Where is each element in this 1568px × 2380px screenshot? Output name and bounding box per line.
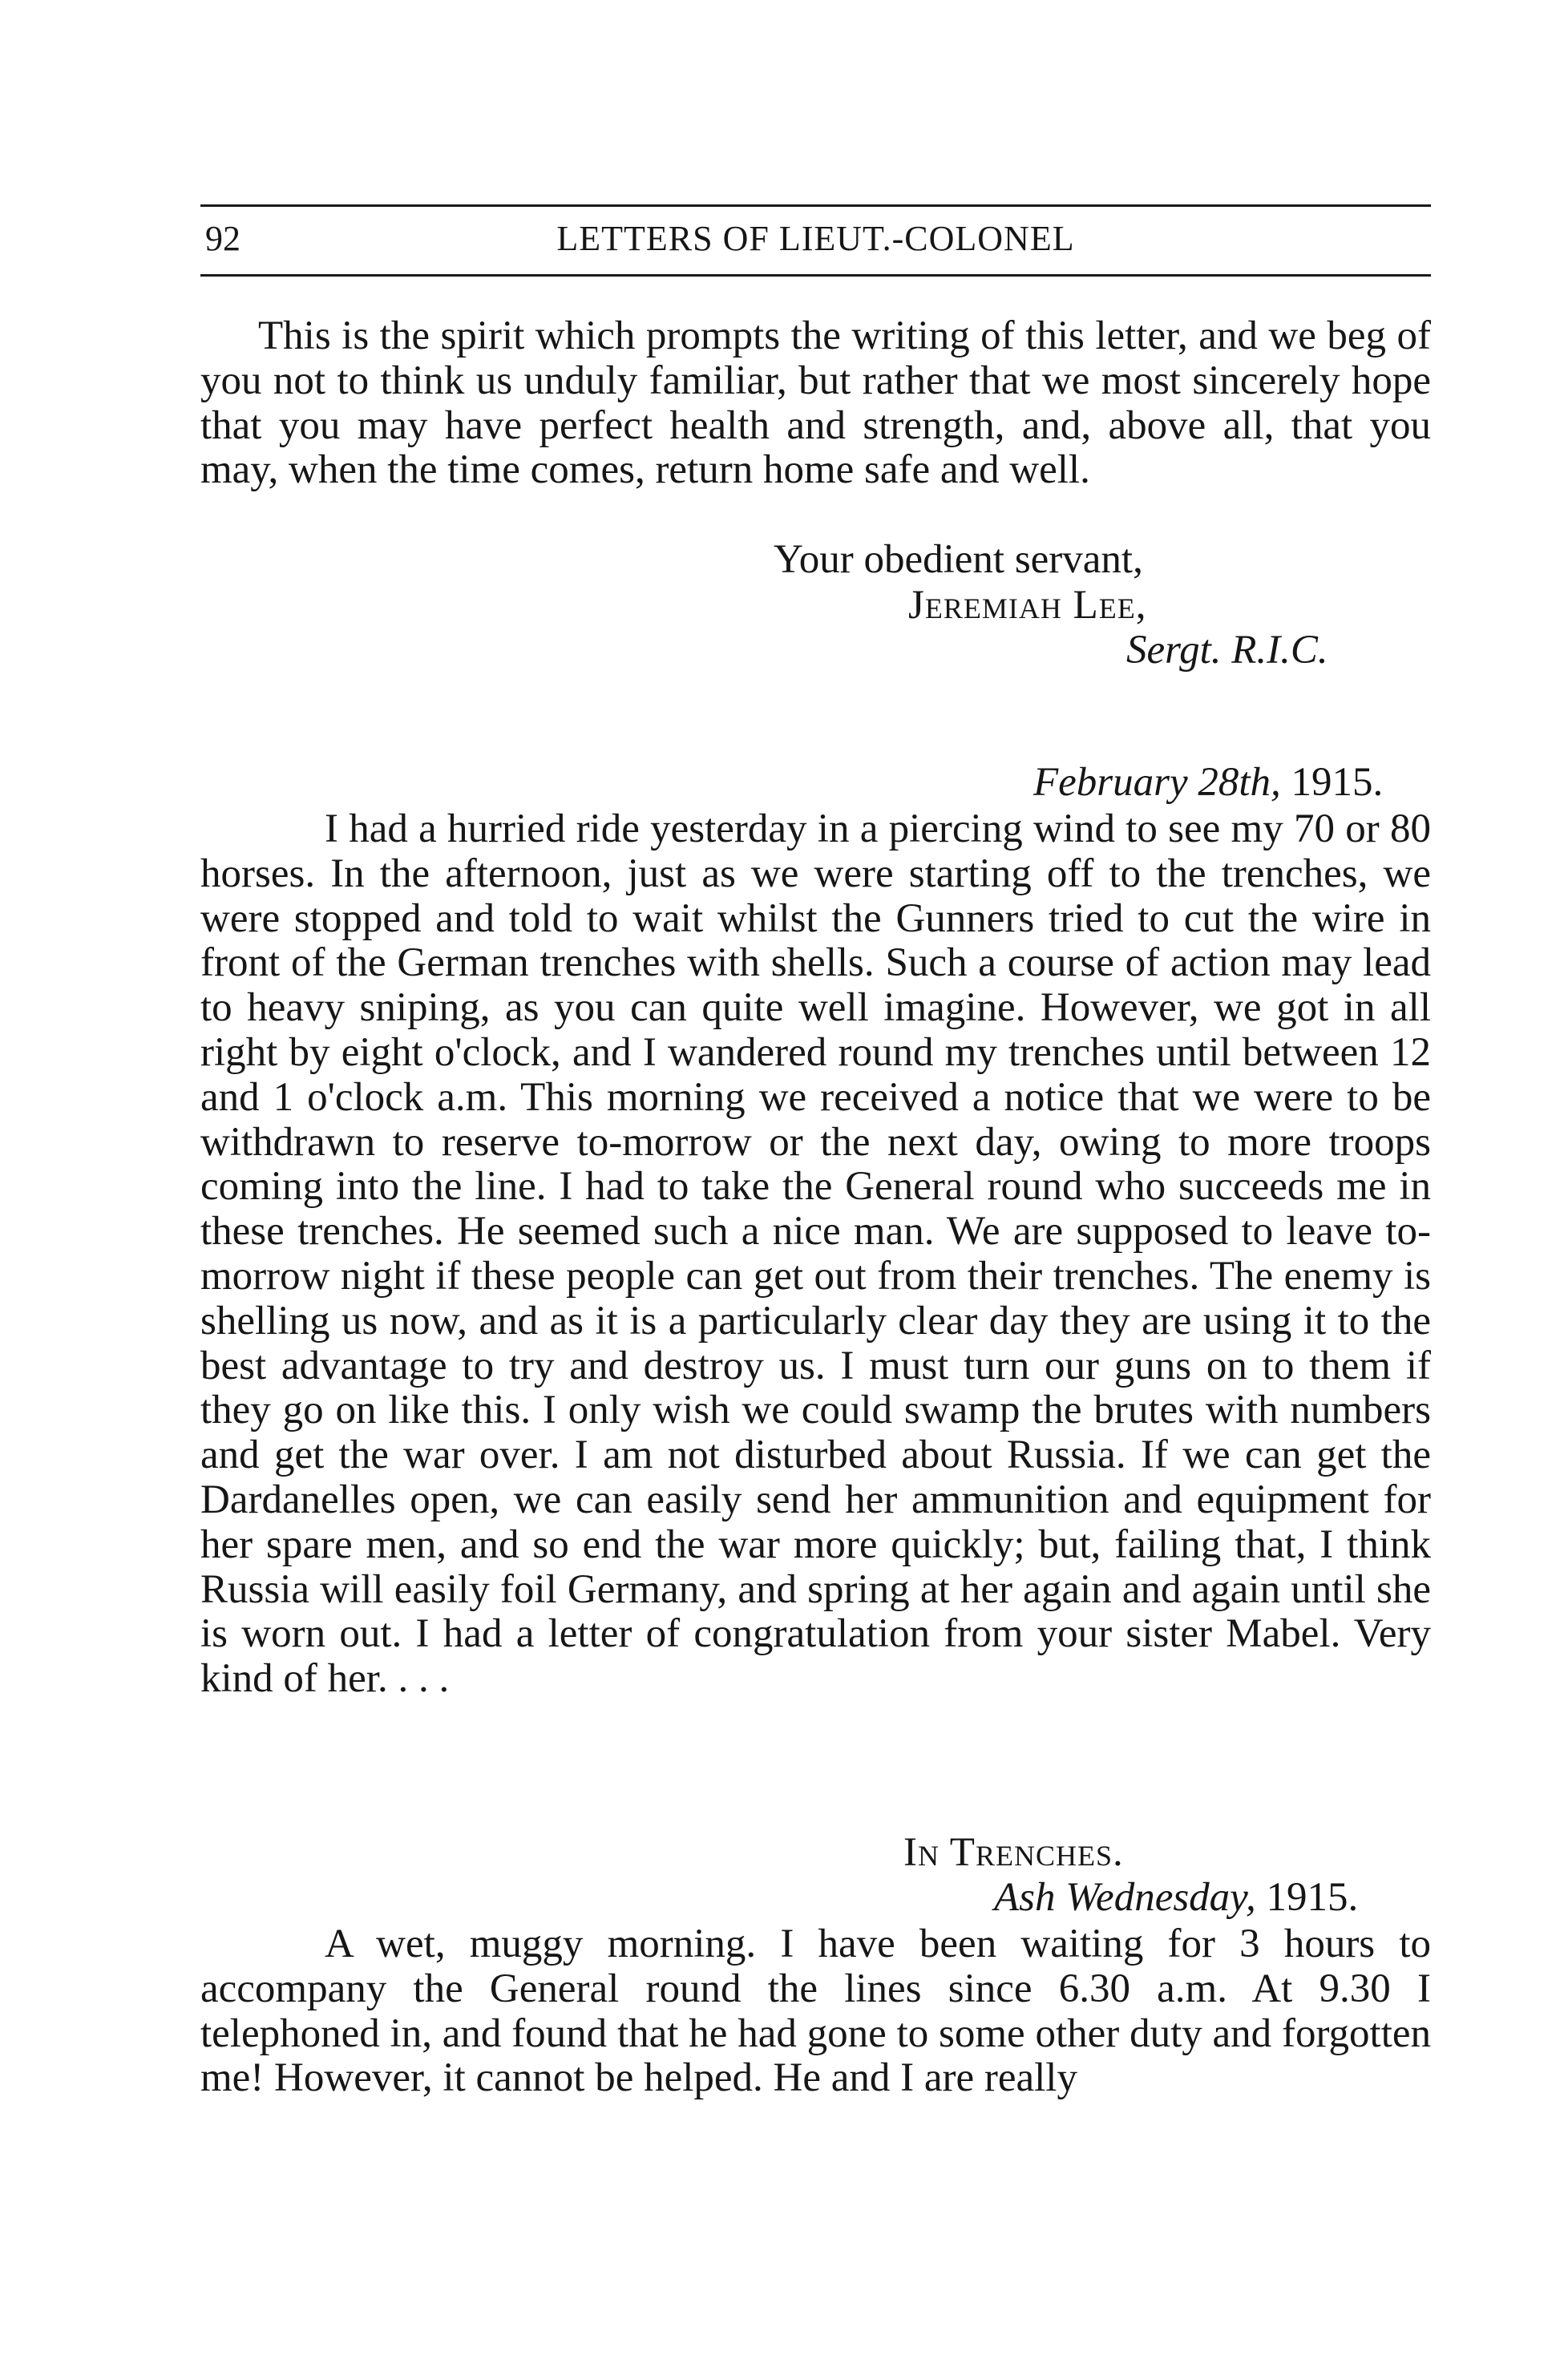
letter-one-closing: Your obedient servant,	[774, 537, 1143, 582]
letter-three-date-main: Ash Wednesday,	[994, 1875, 1256, 1920]
letter-three-date	[994, 1875, 1358, 1920]
letter-one-body: This is the spirit which prompts the writing of this letter, and we beg of you not to think us unduly familiar, but rather that we most sincerely hope that you may have perfect health and strength, and, above all, that you may, when the time comes, return home safe and well.	[200, 313, 1431, 493]
header-rule-top	[200, 204, 1431, 207]
header-rule-bottom	[200, 274, 1431, 277]
letter-three-body: A wet, muggy morning. I have been waiting for 3 hours to accompany the General round the lines since 6.30 a.m. At 9.30 I telephoned in, and found that he had gone to some other duty and forgotten me! However, it cannot be helped. He and I are really	[200, 1921, 1431, 2101]
letter-two-date	[1033, 760, 1383, 805]
letter-one-rank: Sergt. R.I.C.	[1126, 628, 1328, 673]
page-number: 92	[205, 219, 240, 258]
letter-two-date-year: 1915.	[1291, 760, 1384, 805]
running-head: LETTERS OF LIEUT.-COLONEL	[556, 219, 1075, 258]
letter-three-place: In Trenches.	[903, 1830, 1124, 1875]
letter-two-date-main: February 28th,	[1033, 760, 1281, 805]
letter-two-body: I had a hurried ride yesterday in a piercing wind to see my 70 or 80 horses. In the afternoon, just as we were starting off to the trenches, we were stopped and told to wait whilst the Gunners tried to cut the wire in front of the German trenches with shells. Such a course of action may lead to heavy sniping, as you can quite well imagine. However, we got in all right by eight o'clock, and I wandered round my trenches until between 12 and 1 o'clock a.m. This morning we received a notice that we were to be withdrawn to reserve to-morrow or the next day, owing to more troops coming into the line. I had to take the General round who succeeds me in these trenches. He seemed such a nice man. We are supposed to leave to-morrow night if these people can get out from their trenches. The enemy is shelling us now, and as it is a particularly clear day they are using it to the best advantage to try and destroy us. I must turn our guns on to them if they go on like this. I only wish we could swamp the brutes with numbers and get the war over. I am not disturbed about Russia. If we can get the Dardanelles open, we can easily send her ammunition and equipment for her spare men, and so end the war more quickly; but, failing that, I think Russia will easily foil Germany, and spring at her again and again until she is worn out. I had a letter of congratulation from your sister Mabel. Very kind of her. . . .	[200, 806, 1431, 1702]
letter-three-date-year: 1915.	[1266, 1875, 1359, 1920]
page-header	[200, 215, 1431, 263]
letter-one-signature: Jeremiah Lee,	[908, 583, 1147, 628]
book-page	[200, 0, 1431, 2380]
